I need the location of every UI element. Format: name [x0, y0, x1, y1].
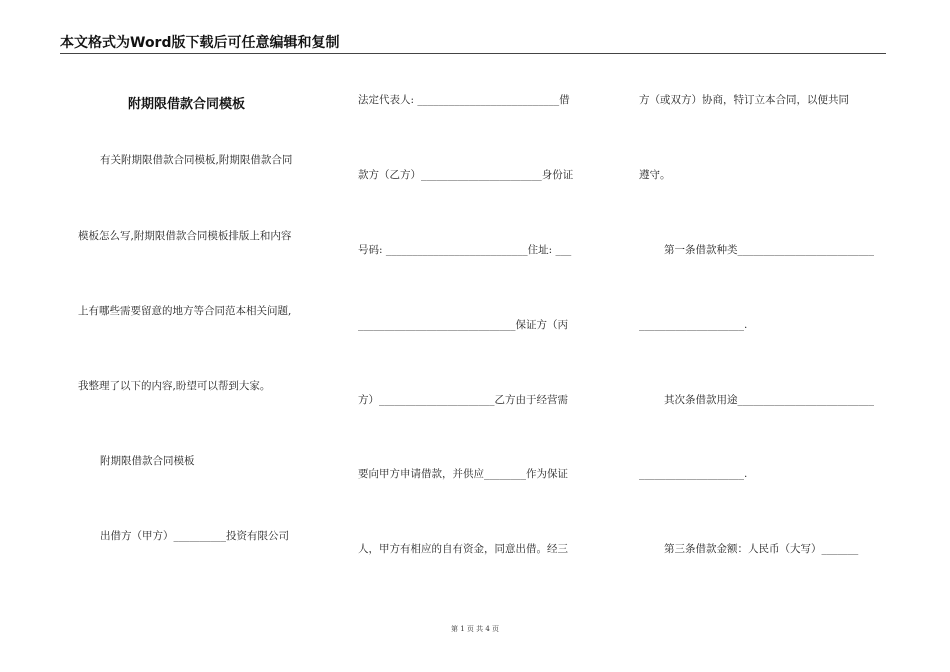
paragraph-line: 方）______________________乙方由于经营需: [358, 394, 568, 406]
paragraph-line: 出借方（甲方）__________投资有限公司: [100, 530, 289, 542]
paragraph-line: 款方（乙方）_______________________身份证: [358, 169, 574, 181]
paragraph-line: 人，甲方有相应的自有资金，同意出借。经三: [358, 543, 568, 555]
paragraph-line: 号码: ___________________________住址: ___: [358, 244, 572, 256]
section-heading: 附期限借款合同模板: [100, 455, 195, 467]
page-indicator: 第 1 页 共 4 页: [450, 625, 500, 633]
paragraph-line: ____________________.: [639, 319, 748, 331]
paragraph-line: ______________________________保证方（丙: [358, 319, 568, 331]
paragraph-line: ____________________.: [639, 468, 748, 480]
paragraph-line: 有关附期限借款合同模板,附期限借款合同: [100, 154, 293, 166]
paragraph-line: 法定代表人: ___________________________借: [358, 94, 570, 106]
document-title: 附期限借款合同模板: [128, 97, 246, 112]
header-divider: [60, 53, 886, 54]
clause-line: 第三条借款金额：人民币（大写）_______: [664, 543, 859, 555]
paragraph-line: 方（或双方）协商，特订立本合同，以便共同: [639, 94, 849, 106]
paragraph-line: 要向甲方申请借款，并供应________作为保证: [358, 468, 568, 480]
paragraph-line: 我整理了以下的内容,盼望可以帮到大家。: [78, 380, 271, 392]
paragraph-line: 模板怎么写,附期限借款合同模板排版上和内容: [78, 230, 292, 242]
document-header: 本文格式为Word版下载后可任意编辑和复制: [60, 35, 340, 51]
paragraph-line: 上有哪些需要留意的地方等合同范本相关问题,: [78, 305, 292, 317]
clause-line: 第一条借款种类__________________________: [664, 244, 874, 256]
paragraph-line: 遵守。: [639, 169, 671, 181]
clause-line: 其次条借款用途__________________________: [664, 394, 874, 406]
